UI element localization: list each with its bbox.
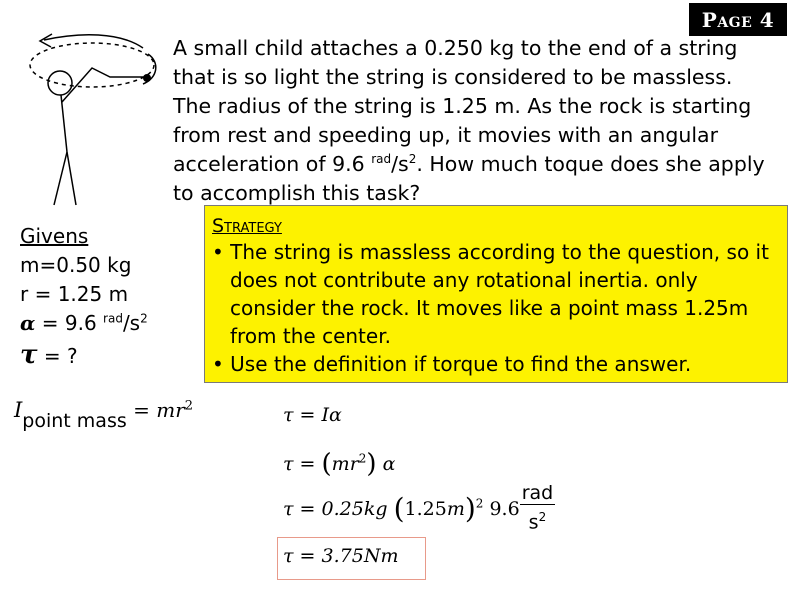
inertia-rhs: mr [156,398,185,422]
eq3-m: m [446,497,465,520]
eq3-lhs: τ = 0.25 [283,497,364,520]
equation-torque-definition [283,404,342,426]
problem-text: A small child attaches a 0.250 kg to the end of a string that is so light the string is considered to be massless. The radius of the string is 1.25 m. As the rock is starting from rest and speeding up, it movies with an angular acceleration of 9.6 [173,36,752,176]
inertia-symbol: I [14,398,23,422]
givens-panel [20,222,148,371]
inertia-exp: 2 [184,398,194,414]
strategy-bullet: • The string is massless according to the question, so it does not contribute any rotational inertia. only consider the rock. It moves like a point mass 1.25m from the center. [212,240,769,348]
eq3-unit-num: rad [521,482,554,504]
problem-question: . How much toque does she apply to accomplish this task? [173,152,765,205]
child-body [61,95,67,152]
answer-unit: Nm [363,545,399,567]
alpha-unit-exp: 2 [140,311,148,326]
equation-torque-values: τ = 0.25kg $(1.25m)^2$ 9.6 $\frac{\text{rad}}{s^2}$ [283,482,554,534]
eq3-kg: kg [363,497,388,520]
eq2-rhs: mr [331,453,359,475]
tau-symbol: τ [20,340,38,370]
given-radius: r = 1.25 m [20,282,129,306]
child-head [48,71,72,95]
strategy-title: Strategy [212,215,282,237]
tau-value: = ? [37,344,78,368]
alpha-unit-rad: rad [103,311,123,326]
problem-statement [173,34,773,208]
page-badge-label: Page 4 [701,7,775,32]
inertia-subscript: point mass [22,410,127,432]
eq1-rhs: Iα [321,404,342,426]
strategy-box [204,205,788,383]
rock [143,74,151,82]
givens-title: Givens [20,224,89,248]
problem-unit-sep: /s [391,152,409,176]
given-mass: m=0.50 kg [20,253,132,277]
given-alpha [20,309,148,338]
eq3-unit-den-exp: 2 [538,510,547,524]
alpha-symbol: α [20,311,36,335]
page-badge [689,3,787,36]
child-arm [62,68,146,102]
final-answer [283,545,398,567]
eq3-unit-fraction [520,482,556,534]
eq2-exp: 2 [358,451,367,466]
eq3-alpha-value: 9.6 [483,497,520,520]
rotation-arrow [44,35,143,48]
problem-unit-exp: 2 [408,152,417,167]
eq2-lhs: τ = [283,453,322,475]
eq3-exp: 2 [475,496,484,511]
equation-torque-substitution: $\tau = (mr^2)$ α [283,449,396,479]
child-left-leg [54,152,67,205]
given-tau [20,341,148,371]
alpha-value: = 9.6 [35,311,104,335]
child-swinging-rock-illustration [0,0,175,215]
eq1-lhs: τ = [283,404,322,426]
point-mass-inertia-formula [14,398,194,432]
problem-unit-rad: rad [371,152,392,167]
inertia-equals: = [126,398,157,422]
child-right-leg [67,152,76,205]
eq3-unit-den: s [528,511,539,534]
rotation-arrowhead [40,34,52,47]
answer-value: τ = 3.75 [283,545,364,567]
alpha-unit-sep: /s [122,311,141,335]
eq2-alpha: α [382,453,396,475]
strategy-bullet: • Use the definition if torque to find the answer. [212,352,692,376]
eq3-radius: 1.25 [404,497,447,520]
